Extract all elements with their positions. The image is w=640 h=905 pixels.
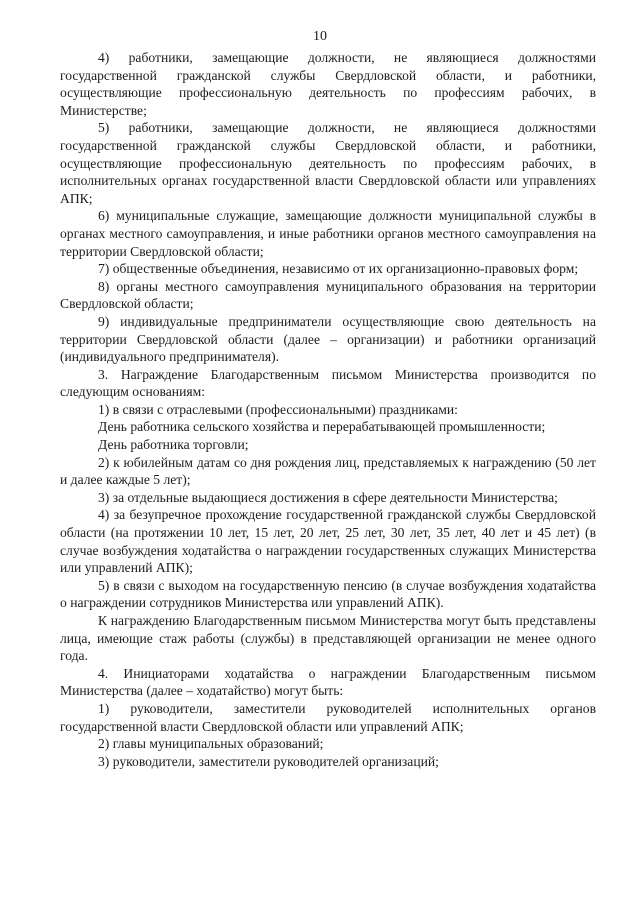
paragraph-trade-day: День работника торговли; — [98, 437, 249, 453]
paragraph-item-4-workers-ministry: 4) работники, замещающие должности, не являющиеся должностями государственной гражданской службы Свердловской области, и работники, осуществляющие профессиональную деятельность по профессиям рабочих, в Министерстве; — [60, 50, 596, 118]
paragraph-agriculture-day: День работника сельского хозяйства и перерабатывающей промышленности; — [98, 419, 546, 435]
document-body — [60, 49, 596, 770]
paragraph-section-4-initiators: 4. Инициаторами ходатайства о награждении Благодарственным письмом Министерства (далее – ходатайство) могут быть: — [60, 665, 596, 699]
paragraph-item-9-entrepreneurs: 9) индивидуальные предприниматели осуществляющие свою деятельность на территории Свердловской области (далее – организации) и работники организаций (индивидуального предпринимателя). — [60, 313, 596, 365]
paragraph-item-5-workers-executive-bodies: 5) работники, замещающие должности, не являющиеся должностями государственной гражданской службы Свердловской области, и работники, осуществляющие профессиональную деятельность по профессиям рабочих, в исполнительных органах государственной власти Свердловской области или управлениях АПК; — [60, 120, 596, 206]
paragraph-initiator-1-heads: 1) руководители, заместители руководителей исполнительных органов государственной власти Свердловской области или управлений АПК; — [60, 700, 596, 734]
page-number: 10 — [313, 29, 327, 44]
paragraph-item-8-local-government: 8) органы местного самоуправления муниципального образования на территории Свердловской области; — [60, 278, 596, 312]
paragraph-initiator-3-organization-heads: 3) руководители, заместители руководителей организаций; — [98, 753, 439, 769]
paragraph-item-7-public-associations: 7) общественные объединения, независимо от их организационно-правовых форм; — [98, 261, 579, 277]
paragraph-initiator-2-municipal-heads: 2) главы муниципальных образований; — [98, 736, 324, 752]
paragraph-item-6-municipal-employees: 6) муниципальные служащие, замещающие должности муниципальной службы в органах местного самоуправления, и иные работники органов местного самоуправления на территории Свердловской области; — [60, 208, 596, 259]
paragraph-ground-5-pension: 5) в связи с выходом на государственную пенсию (в случае возбуждения ходатайства о награждении сотрудников Министерства или управлений АПК). — [60, 577, 596, 611]
paragraph-ground-3-achievements: 3) за отдельные выдающиеся достижения в сфере деятельности Министерства; — [98, 489, 558, 505]
paragraph-section-3-grounds: 3. Награждение Благодарственным письмом Министерства производится по следующим основаниям: — [60, 366, 596, 400]
paragraph-ground-4-service: 4) за безупречное прохождение государственной гражданской службы Свердловской области (на протяжении 10 лет, 15 лет, 20 лет, 25 лет, 30 лет, 35 лет, 40 лет и 45 лет) (в случае возбуждения ходатайства о награждении государственных служащих Министерства или управлений АПК); — [60, 507, 596, 576]
paragraph-eligibility: К награждению Благодарственным письмом Министерства могут быть представлены лица, имеющие стаж работы (службы) в представляющей организации не менее одного года. — [60, 613, 596, 664]
paragraph-ground-1-holidays: 1) в связи с отраслевыми (профессиональными) праздниками: — [98, 401, 458, 417]
paragraph-ground-2-anniversaries: 2) к юбилейным датам со дня рождения лиц, представляемых к награждению (50 лет и далее каждые 5 лет); — [60, 454, 596, 488]
